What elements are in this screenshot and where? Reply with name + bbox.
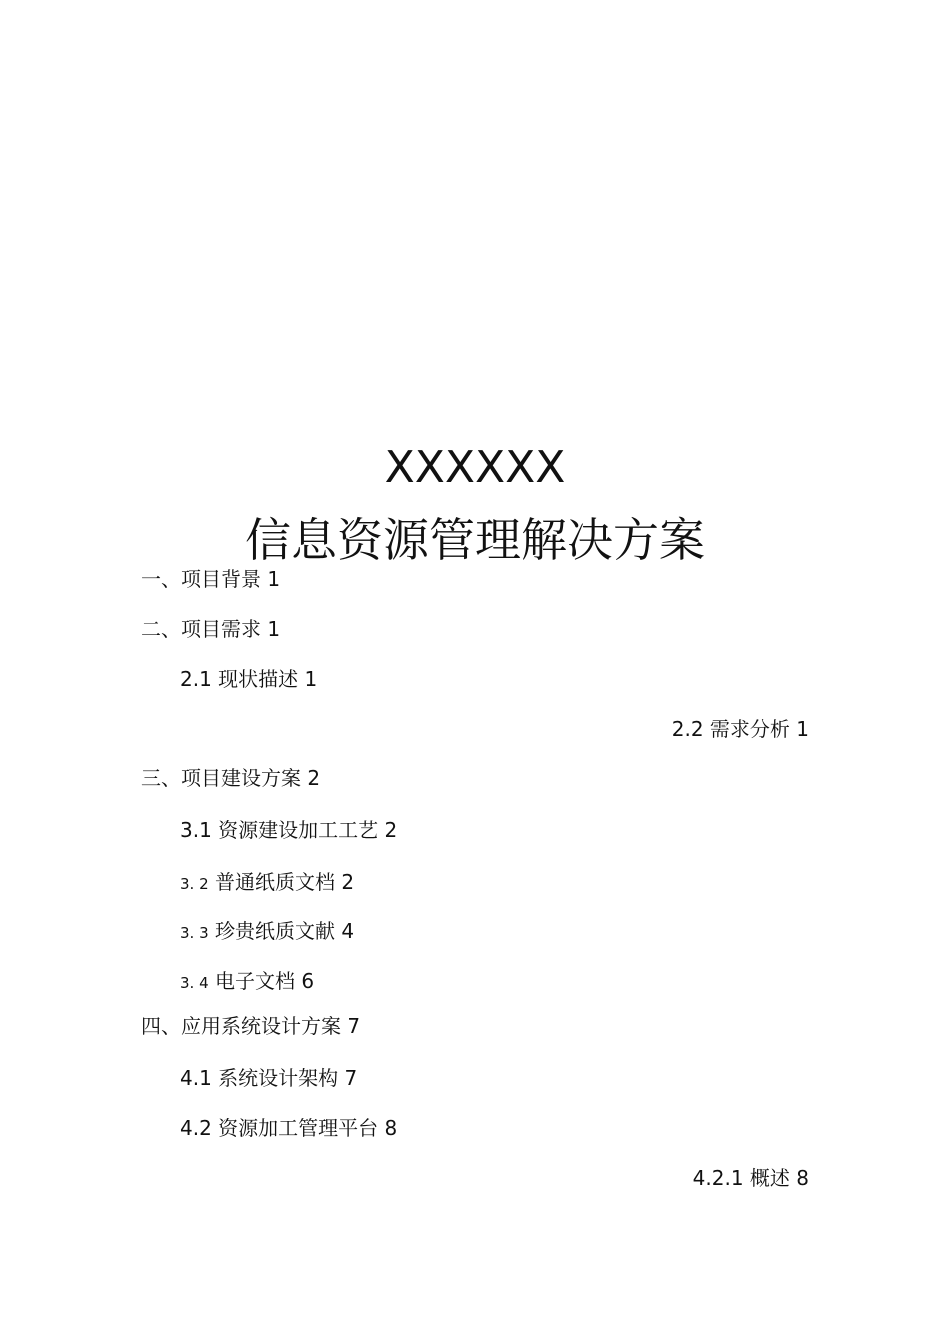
toc-item-project-requirements[interactable]: 二、项目需求 1 (141, 617, 281, 641)
toc-item-system-architecture[interactable]: 4.1 系统设计架构 7 (180, 1066, 358, 1090)
toc-item-precious-paper-literature[interactable] (180, 917, 354, 947)
toc-item-electronic-documents[interactable] (180, 967, 314, 997)
toc-item-system-design-plan[interactable]: 四、应用系统设计方案 7 (141, 1014, 361, 1038)
toc-item-label: 珍贵纸质文献 4 (214, 919, 355, 943)
toc-item-processing-technology[interactable]: 3.1 资源建设加工工艺 2 (180, 818, 398, 842)
toc-item-label: 电子文档 6 (214, 969, 315, 993)
toc-item-project-background[interactable]: 一、项目背景 1 (141, 567, 281, 591)
toc-item-number: 3. 2 (180, 875, 209, 893)
toc-item-processing-management-platform[interactable]: 4.2 资源加工管理平台 8 (180, 1116, 398, 1140)
toc-item-ordinary-paper-documents[interactable] (180, 868, 354, 898)
toc-item-number: 3. 4 (180, 974, 209, 992)
toc-item-label: 普通纸质文档 2 (214, 870, 355, 894)
document-title-line1: XXXXXX (384, 442, 566, 493)
toc-item-requirements-analysis[interactable]: 2.2 需求分析 1 (671, 717, 809, 741)
document-title-line2: 信息资源管理解决方案 (245, 513, 705, 567)
toc-item-overview[interactable]: 4.2.1 概述 8 (692, 1166, 809, 1190)
toc-item-construction-plan[interactable]: 三、项目建设方案 2 (141, 766, 321, 790)
toc-item-number: 3. 3 (180, 924, 209, 942)
toc-item-current-status[interactable]: 2.1 现状描述 1 (180, 667, 318, 691)
